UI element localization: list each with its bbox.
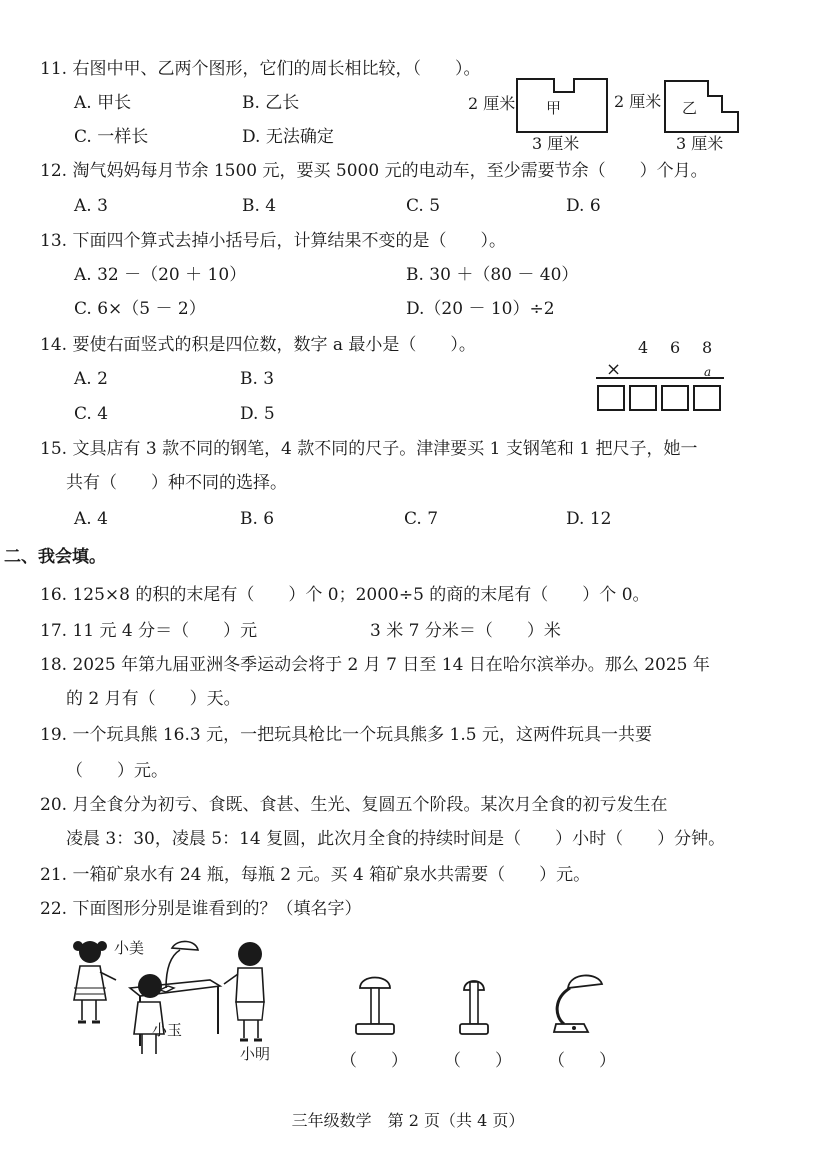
lamp-blank-1[interactable]: （ ） [340, 1051, 408, 1071]
q14-option-a: A. 2 [74, 369, 108, 389]
vertical-digit-3: 8 [702, 338, 713, 357]
q13-text: 13. 下面四个算式去掉小括号后，计算结果不变的是（ ）。 [40, 231, 506, 251]
vertical-result-boxes [596, 374, 726, 414]
vertical-digit-2: 6 [670, 338, 681, 357]
vertical-digit-1: 4 [638, 338, 649, 357]
q14-option-c: C. 4 [74, 404, 109, 424]
q13-option-a: A. 32 －（20 ＋ 10） [74, 265, 247, 285]
yi-bottom-label: 3 厘米 [676, 134, 724, 153]
q15-option-b: B. 6 [240, 509, 275, 529]
q15-option-c: C. 7 [404, 509, 439, 529]
q13-option-d: D.（20 － 10）÷2 [406, 299, 555, 319]
q11-option-a: A. 甲长 [74, 93, 132, 113]
q14-text: 14. 要使右面竖式的积是四位数，数字 a 最小是（ ）。 [40, 335, 476, 355]
q13-option-b: B. 30 ＋（80 － 40） [406, 265, 579, 285]
q19-text-line2: （ ）元。 [66, 761, 168, 781]
q12-option-a: A. 3 [74, 196, 108, 216]
name-xiaoyu: 小玉 [152, 1021, 183, 1039]
q14-option-d: D. 5 [240, 404, 275, 424]
q13-option-c: C. 6×（5 － 2） [74, 299, 206, 319]
yi-side-label: 2 厘米 [614, 92, 662, 111]
vertical-multiplier-a: a [704, 365, 712, 379]
q17-text-a: 17. 11 元 4 分＝（ ）元 [40, 621, 258, 641]
lamp-view-front [350, 970, 400, 1040]
jia-side-label: 2 厘米 [468, 94, 516, 113]
q12-text: 12. 淘气妈妈每月节余 1500 元，要买 5000 元的电动车，至少需要节余（ ）个月。 [40, 161, 708, 181]
name-xiaoming: 小明 [240, 1045, 271, 1063]
jia-bottom-label: 3 厘米 [532, 134, 580, 153]
lamp-blank-2[interactable]: （ ） [444, 1051, 512, 1071]
q11-option-c: C. 一样长 [74, 127, 149, 147]
page-footer: 三年级数学 第 2 页（共 4 页） [291, 1111, 525, 1130]
q18-text-line1: 18. 2025 年第九届亚洲冬季运动会将于 2 月 7 日至 14 日在哈尔滨举办。那么 2025 年 [40, 655, 710, 675]
q12-option-c: C. 5 [406, 196, 441, 216]
q19-text-line1: 19. 一个玩具熊 16.3 元，一把玩具枪比一个玩具熊多 1.5 元，这两件玩具一共要 [40, 725, 652, 745]
lamp-view-back [452, 972, 496, 1040]
yi-name: 乙 [682, 99, 698, 117]
q15-text-line1: 15. 文具店有 3 款不同的钢笔，4 款不同的尺子。津津要买 1 支钢笔和 1 把尺子，她一 [40, 439, 698, 459]
q22-text: 22. 下面图形分别是谁看到的？（填名字） [40, 899, 362, 919]
q11-text: 11. 右图中甲、乙两个图形，它们的周长相比较，（ ）。 [40, 59, 481, 79]
q14-option-b: B. 3 [240, 369, 275, 389]
q16-text: 16. 125×8 的积的末尾有（ ）个 0；2000÷5 的商的末尾有（ ）个 0。 [40, 585, 650, 605]
q15-option-d: D. 12 [566, 509, 612, 529]
q21-text: 21. 一箱矿泉水有 24 瓶，每瓶 2 元。买 4 箱矿泉水共需要（ ）元。 [40, 865, 591, 885]
section-2-title: 二、我会填。 [4, 547, 106, 567]
q12-option-b: B. 4 [242, 196, 277, 216]
q17-text-b: 3 米 7 分米＝（ ）米 [370, 621, 561, 641]
q18-text-line2: 的 2 月有（ ）天。 [66, 689, 241, 709]
name-xiaomei: 小美 [114, 939, 145, 957]
q20-text-line1: 20. 月全食分为初亏、食既、食甚、生光、复圆五个阶段。某次月全食的初亏发生在 [40, 795, 668, 815]
jia-shape [516, 78, 608, 134]
q11-option-d: D. 无法确定 [242, 127, 334, 147]
vertical-times-sign: × [606, 359, 622, 380]
jia-name: 甲 [546, 99, 562, 117]
q20-text-line2: 凌晨 3：30，凌晨 5：14 复圆，此次月全食的持续时间是（ ）小时（ ）分钟。 [66, 829, 726, 849]
lamp-blank-3[interactable]: （ ） [548, 1051, 616, 1071]
q15-text-line2: 共有（ ）种不同的选择。 [66, 473, 287, 493]
q15-option-a: A. 4 [74, 509, 108, 529]
q12-option-d: D. 6 [566, 196, 601, 216]
lamp-view-side [548, 968, 608, 1040]
q11-option-b: B. 乙长 [242, 93, 300, 113]
yi-shape [664, 80, 740, 134]
